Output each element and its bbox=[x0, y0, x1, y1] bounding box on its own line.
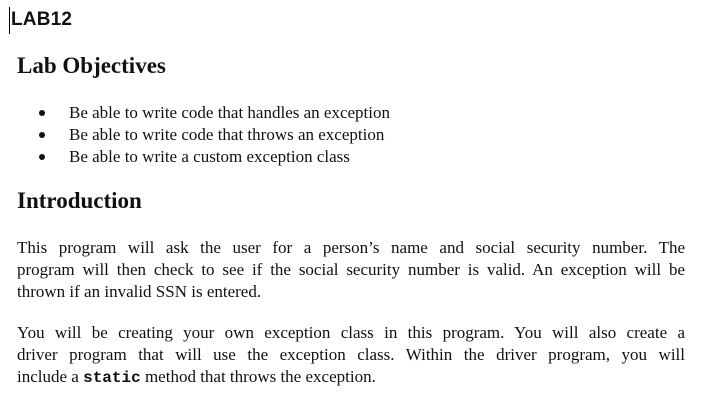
paragraph-line: This program will ask the user for a person’s name and social security number. The bbox=[17, 238, 685, 257]
code-keyword-static: static bbox=[83, 369, 141, 387]
bullet-icon bbox=[39, 110, 45, 116]
introduction-paragraph-2 bbox=[17, 322, 685, 389]
bullet-icon bbox=[39, 132, 45, 138]
lab-title: LAB12 bbox=[11, 9, 73, 30]
objective-text: Be able to write a custom exception class bbox=[69, 147, 350, 166]
objectives-list bbox=[36, 102, 390, 168]
paragraph-line-last bbox=[17, 366, 685, 389]
line-suffix: method that throws the exception. bbox=[140, 367, 376, 386]
paragraph-line: You will be creating your own exception class in this program. You will also create a bbox=[17, 323, 685, 342]
list-item bbox=[36, 124, 390, 146]
bullet-icon bbox=[39, 154, 45, 160]
introduction-heading: Introduction bbox=[17, 188, 142, 213]
line-prefix: include a bbox=[17, 367, 84, 386]
paragraph-line: program will then check to see if the social security number is valid. An exception will be bbox=[17, 260, 685, 279]
objective-text: Be able to write code that handles an exception bbox=[69, 103, 390, 122]
list-item bbox=[36, 146, 390, 168]
introduction-paragraph-1 bbox=[17, 237, 685, 303]
text-cursor bbox=[9, 7, 10, 34]
paragraph-line: thrown if an invalid SSN is entered. bbox=[17, 282, 262, 301]
list-item bbox=[36, 102, 390, 124]
objectives-heading: Lab Objectives bbox=[17, 53, 166, 78]
objective-text: Be able to write code that throws an exception bbox=[69, 125, 385, 144]
paragraph-line: driver program that will use the exception class. Within the driver program, you will bbox=[17, 345, 685, 364]
